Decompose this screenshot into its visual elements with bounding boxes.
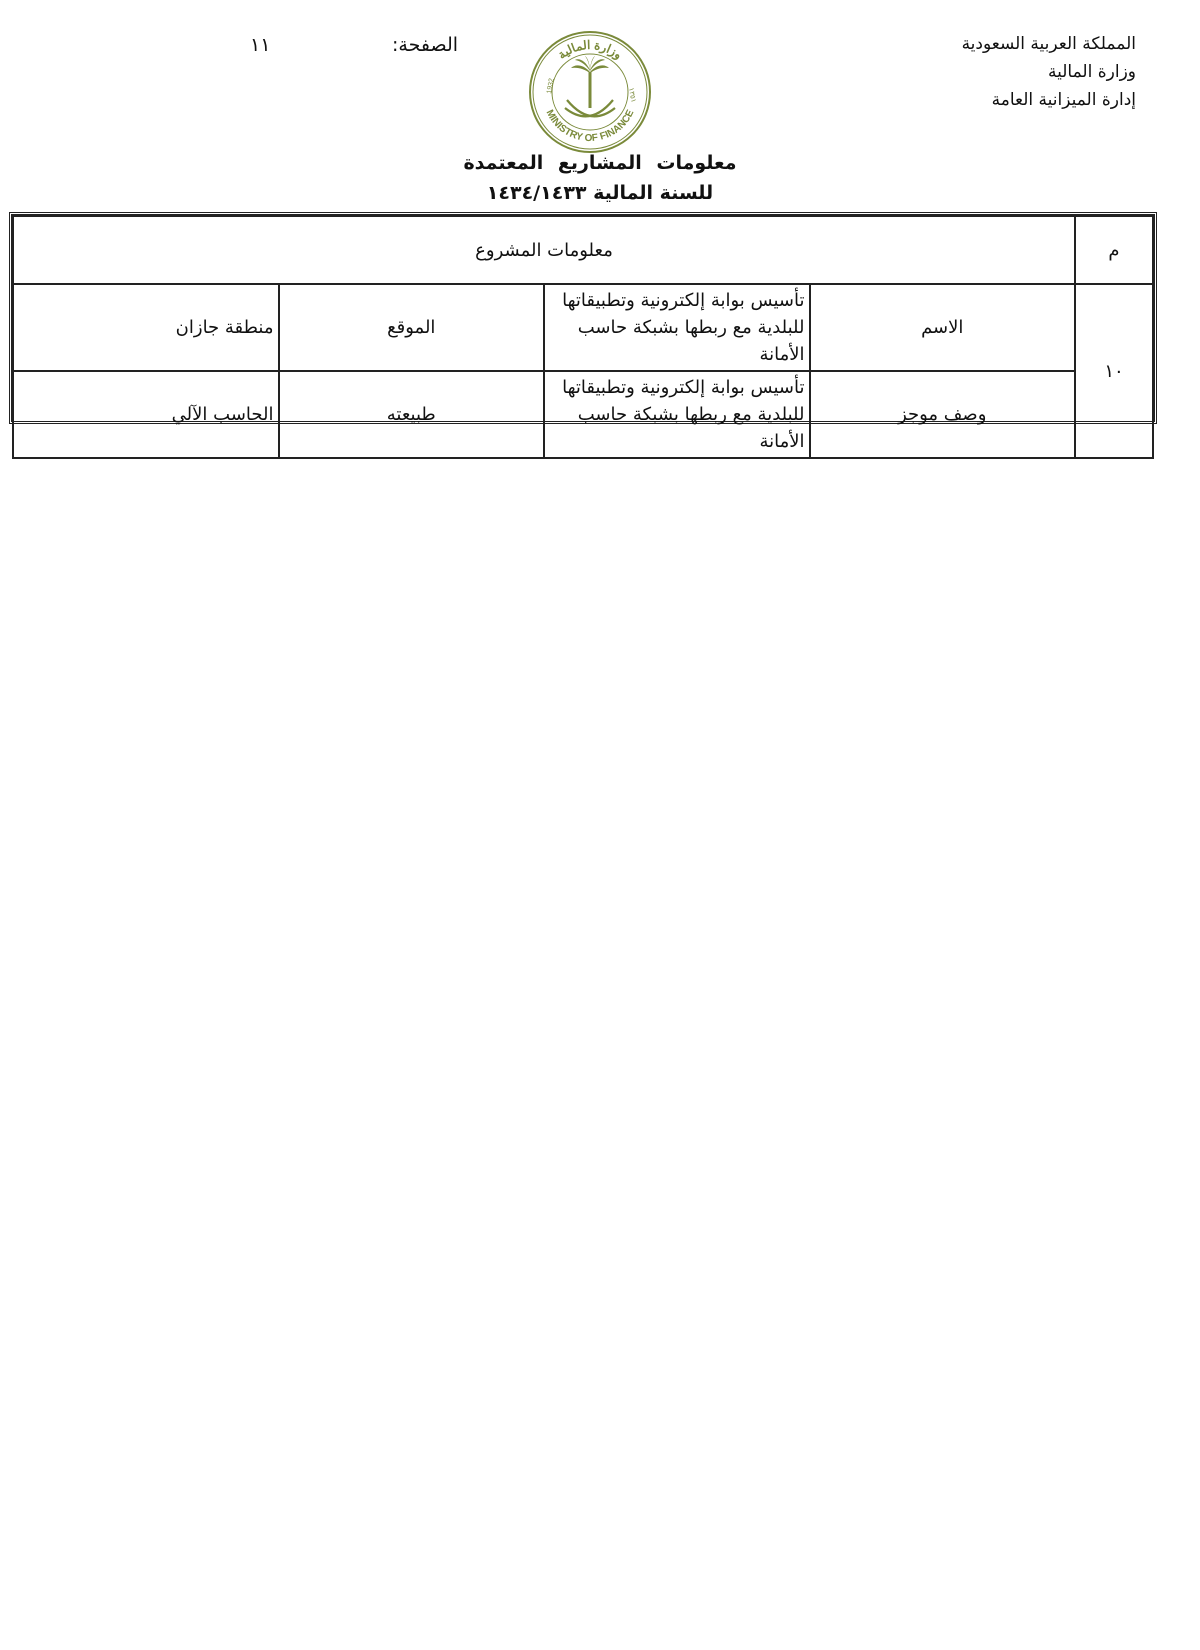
col-project-info-header: معلومات المشروع xyxy=(13,216,1075,284)
row-number: ١٠ xyxy=(1075,284,1153,458)
table-header-row xyxy=(13,216,1153,284)
seal-year-gregorian: 1932 xyxy=(546,77,556,95)
seal-year-hijri: ١٣٥١ xyxy=(627,87,637,104)
page-label: الصفحة: xyxy=(392,34,459,56)
seal-english-text: MINISTRY OF FINANCE xyxy=(543,108,637,145)
table-row xyxy=(13,284,1153,371)
project-table xyxy=(9,212,1157,452)
ministry-header xyxy=(962,30,1136,114)
document-title: معلومات المشاريع المعتمدة xyxy=(463,152,737,174)
table-row xyxy=(13,371,1153,458)
ministry-name: وزارة المالية xyxy=(1048,62,1136,82)
department-name: إدارة الميزانية العامة xyxy=(991,90,1136,110)
page-number: ١١ xyxy=(250,34,271,56)
col-number-header: م xyxy=(1075,216,1153,284)
nature-label: طبيعته xyxy=(279,371,545,458)
seal-arabic-text: وزارة المالية xyxy=(555,37,626,62)
name-value: تأسيس بوابة إلكترونية وتطبيقاتها للبلدية مع ربطها بشبكة حاسب الأمانة xyxy=(544,284,810,371)
nature-value: الحاسب الآلي xyxy=(13,371,279,458)
kingdom-name: المملكة العربية السعودية xyxy=(961,34,1136,54)
description-label: وصف موجز xyxy=(810,371,1076,458)
name-label: الاسم xyxy=(810,284,1076,371)
location-value: منطقة جازان xyxy=(13,284,279,371)
palm-swords-emblem xyxy=(565,56,615,116)
fiscal-year-subtitle: للسنة المالية ١٤٣٤/١٤٣٣ xyxy=(486,182,714,204)
ministry-seal-logo xyxy=(525,30,655,154)
description-value: تأسيس بوابة إلكترونية وتطبيقاتها للبلدية مع ربطها بشبكة حاسب الأمانة xyxy=(544,371,810,458)
location-label: الموقع xyxy=(279,284,545,371)
